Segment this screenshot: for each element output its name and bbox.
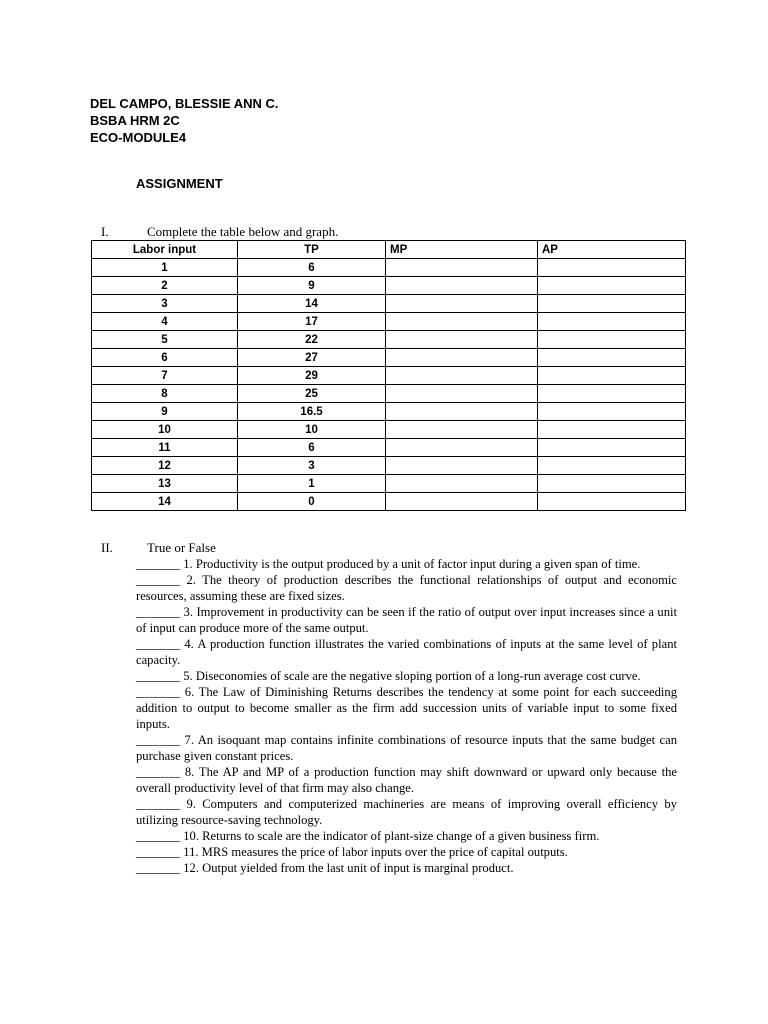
- ap-cell[interactable]: [538, 421, 686, 439]
- tp-cell: 0: [238, 493, 386, 511]
- mp-cell[interactable]: [386, 403, 538, 421]
- tp-cell: 22: [238, 331, 386, 349]
- answer-blank[interactable]: _______: [136, 861, 181, 875]
- ap-cell[interactable]: [538, 295, 686, 313]
- item-text: 12. Output yielded from the last unit of input is marginal product.: [183, 861, 514, 875]
- true-false-item: [136, 668, 677, 684]
- table-row: [92, 475, 686, 493]
- labor-input-cell: 10: [92, 421, 238, 439]
- tp-cell: 14: [238, 295, 386, 313]
- section-2-title: True or False: [147, 540, 216, 555]
- true-false-item: [136, 828, 677, 844]
- ap-cell[interactable]: [538, 277, 686, 295]
- production-table: [91, 240, 686, 511]
- mp-cell[interactable]: [386, 457, 538, 475]
- ap-cell[interactable]: [538, 349, 686, 367]
- labor-input-cell: 3: [92, 295, 238, 313]
- table-row: [92, 331, 686, 349]
- true-false-item: [136, 556, 677, 572]
- ap-cell[interactable]: [538, 403, 686, 421]
- labor-input-cell: 2: [92, 277, 238, 295]
- mp-cell[interactable]: [386, 295, 538, 313]
- answer-blank[interactable]: _______: [136, 845, 181, 859]
- labor-input-cell: 14: [92, 493, 238, 511]
- true-false-item: [136, 636, 677, 668]
- mp-cell[interactable]: [386, 493, 538, 511]
- table-row: [92, 421, 686, 439]
- ap-cell[interactable]: [538, 331, 686, 349]
- tp-cell: 16.5: [238, 403, 386, 421]
- item-text: 4. A production function illustrates the varied combinations of inputs at the same level of plant capacity.: [136, 637, 677, 667]
- ap-cell[interactable]: [538, 439, 686, 457]
- labor-input-cell: 4: [92, 313, 238, 331]
- table-row: [92, 277, 686, 295]
- ap-cell[interactable]: [538, 313, 686, 331]
- ap-cell[interactable]: [538, 493, 686, 511]
- table-row: [92, 403, 686, 421]
- mp-cell[interactable]: [386, 349, 538, 367]
- mp-cell[interactable]: [386, 367, 538, 385]
- true-false-item: [136, 764, 677, 796]
- tp-cell: 1: [238, 475, 386, 493]
- section-2-number: II.: [101, 540, 113, 555]
- tp-cell: 9: [238, 277, 386, 295]
- answer-blank[interactable]: _______: [136, 685, 181, 699]
- labor-input-cell: 9: [92, 403, 238, 421]
- mp-cell[interactable]: [386, 259, 538, 277]
- item-text: 6. The Law of Diminishing Returns describes the tendency at some point for each succeeding addition to output to become smaller as the firm add succession units of variable input to some fixed inputs.: [136, 685, 677, 731]
- tp-cell: 27: [238, 349, 386, 367]
- student-header: [90, 95, 279, 146]
- ap-cell[interactable]: [538, 259, 686, 277]
- table-row: [92, 295, 686, 313]
- tp-cell: 25: [238, 385, 386, 403]
- tp-cell: 3: [238, 457, 386, 475]
- true-false-item: [136, 572, 677, 604]
- item-text: 10. Returns to scale are the indicator of plant-size change of a given business firm.: [183, 829, 600, 843]
- student-name: DEL CAMPO, BLESSIE ANN C.: [90, 96, 279, 111]
- answer-blank[interactable]: _______: [136, 733, 181, 747]
- section-1-instruction: Complete the table below and graph.: [147, 224, 339, 239]
- module-label: ECO-MODULE4: [90, 130, 187, 145]
- mp-cell[interactable]: [386, 313, 538, 331]
- assignment-title: ASSIGNMENT: [136, 176, 223, 191]
- true-false-item: [136, 684, 677, 732]
- labor-input-cell: 8: [92, 385, 238, 403]
- table-row: [92, 259, 686, 277]
- labor-input-cell: 1: [92, 259, 238, 277]
- header-labor-input: Labor input: [92, 241, 238, 259]
- item-text: 11. MRS measures the price of labor inputs over the price of capital outputs.: [183, 845, 568, 859]
- tp-cell: 6: [238, 439, 386, 457]
- table-row: [92, 313, 686, 331]
- item-text: 1. Productivity is the output produced by a unit of factor input during a given span of time.: [183, 557, 641, 571]
- tp-cell: 29: [238, 367, 386, 385]
- true-false-item: [136, 796, 677, 828]
- answer-blank[interactable]: _______: [136, 573, 181, 587]
- labor-input-cell: 13: [92, 475, 238, 493]
- answer-blank[interactable]: _______: [136, 829, 181, 843]
- table-row: [92, 349, 686, 367]
- true-false-item: [136, 860, 677, 876]
- ap-cell[interactable]: [538, 475, 686, 493]
- item-text: 2. The theory of production describes the functional relationships of output and economic resources, assuming these are fixed sizes.: [136, 573, 677, 603]
- table-row: [92, 385, 686, 403]
- labor-input-cell: 12: [92, 457, 238, 475]
- answer-blank[interactable]: _______: [136, 557, 181, 571]
- answer-blank[interactable]: _______: [136, 637, 181, 651]
- ap-cell[interactable]: [538, 385, 686, 403]
- answer-blank[interactable]: _______: [136, 797, 181, 811]
- labor-input-cell: 6: [92, 349, 238, 367]
- mp-cell[interactable]: [386, 439, 538, 457]
- ap-cell[interactable]: [538, 457, 686, 475]
- mp-cell[interactable]: [386, 421, 538, 439]
- item-text: 9. Computers and computerized machineries are means of improving overall efficiency by utilizing resource-saving technology.: [136, 797, 677, 827]
- item-text: 5. Diseconomies of scale are the negative sloping portion of a long-run average cost curve.: [183, 669, 641, 683]
- labor-input-cell: 7: [92, 367, 238, 385]
- section-1-number: I.: [101, 224, 109, 239]
- true-false-item: [136, 844, 677, 860]
- mp-cell[interactable]: [386, 277, 538, 295]
- table-header-row: [92, 241, 686, 259]
- true-false-item: [136, 604, 677, 636]
- table-row: [92, 367, 686, 385]
- table-row: [92, 493, 686, 511]
- item-text: 7. An isoquant map contains infinite combinations of resource inputs that the same budget can purchase given constant prices.: [136, 733, 678, 763]
- mp-cell[interactable]: [386, 331, 538, 349]
- student-course: BSBA HRM 2C: [90, 113, 180, 128]
- tp-cell: 10: [238, 421, 386, 439]
- header-tp: TP: [238, 241, 386, 259]
- tp-cell: 6: [238, 259, 386, 277]
- true-false-items: [136, 556, 677, 876]
- ap-cell[interactable]: [538, 367, 686, 385]
- answer-blank[interactable]: _______: [136, 669, 181, 683]
- table-row: [92, 457, 686, 475]
- labor-input-cell: 5: [92, 331, 238, 349]
- header-ap: AP: [538, 241, 686, 259]
- mp-cell[interactable]: [386, 475, 538, 493]
- answer-blank[interactable]: _______: [136, 765, 181, 779]
- mp-cell[interactable]: [386, 385, 538, 403]
- item-text: 3. Improvement in productivity can be seen if the ratio of output over input increases since a unit of input can produce more of the same output.: [136, 605, 678, 635]
- header-mp: MP: [386, 241, 538, 259]
- tp-cell: 17: [238, 313, 386, 331]
- labor-input-cell: 11: [92, 439, 238, 457]
- answer-blank[interactable]: _______: [136, 605, 181, 619]
- item-text: 8. The AP and MP of a production function may shift downward or upward only because the overall productivity level of that firm may also change.: [136, 765, 677, 795]
- table-row: [92, 439, 686, 457]
- true-false-item: [136, 732, 677, 764]
